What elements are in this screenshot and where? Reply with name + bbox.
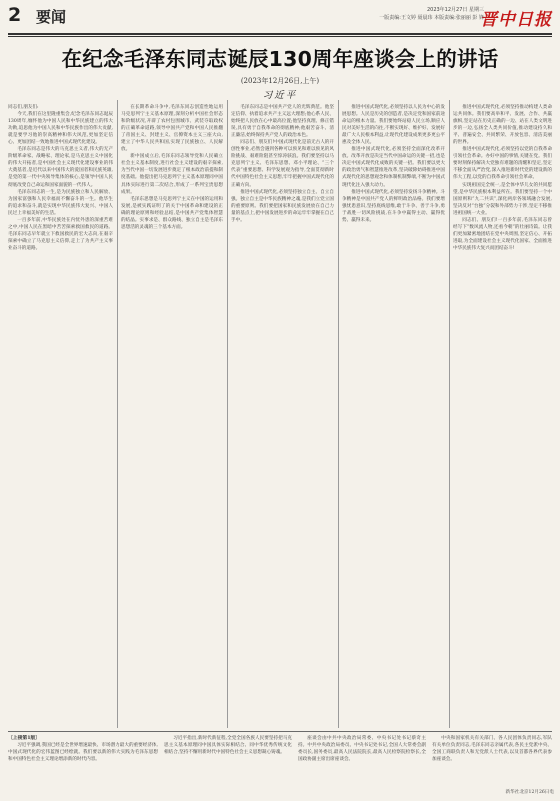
article-date: (2023年12月26日,上午) [240,77,320,85]
note-paragraph: 中央和国家机关有关部门、各人民团体负责同志,军队有关单位负责同志,毛泽东同志亲属代表,各民主党派中央、全国工商联负责人和无党派人士代表,以及首都各界代表参加座谈会。 [432,736,552,763]
issue-date: 2023年12月27日 星期三 [426,7,484,13]
article-paragraph: 一百多年前,中华民族处在内忧外患的深重苦难之中,中国人民在黑暗中苦苦探索救国救民的道路。毛泽东同志早年就立下救国救民的宏大志向,在艰辛探索中确立了马克思主义信仰,走上了为共产主义事业奋斗的道路。 [8,217,113,251]
page-number: 2 [8,4,23,26]
note-heading: 〔上接第1版〕 [8,735,41,741]
article-paragraph: 推进中国式现代化,必须坚持全面深化改革开放。改革开放是决定当代中国命运的关键一招,也是决定中国式现代化成败的关键一招。我们要以更大的政治勇气和智慧推进改革,坚决破除妨碍推进中国式现代化的思想观念和体制机制弊端,不断为中国式现代化注入强大动力。 [342,147,445,188]
note-column-2 [164,735,292,793]
header-rule-thick [8,33,552,35]
article-column-3 [231,104,334,726]
article-paragraph: 推进中国式现代化,必须坚持以人民为中心的发展思想。人民是历史的创造者,是决定党和国家前途命运的根本力量。我们要始终站稳人民立场,顺应人民对美好生活的向往,不断实现好、维护好、发展好最广大人民根本利益,让现代化建设成果更多更公平惠及全体人民。 [342,105,445,146]
article-paragraph: 推进中国式现代化,必须坚持独立自主、自立自强。独立自主是中华民族精神之魂,是我们立党立国的重要原则。我们要把国家和民族发展放在自己力量的基点上,把中国发展进步的命运牢牢掌握在自己手中。 [231,189,334,223]
article-paragraph: 毛泽东同志的一生,是为民族独立和人民解放、为国家富强和人民幸福而不懈奋斗的一生。他毕生的追求和奋斗,就是实现中华民族伟大复兴、中国人民过上幸福美好的生活。 [8,189,113,216]
masthead-logo: 晋中日报 [480,10,552,30]
article-paragraph: 实现祖国完全统一,是全体中华儿女的共同愿望,是中华民族根本利益所在。我们要坚持一个中国原则和“九二共识”,深化两岸各领域融合发展,坚决反对“台独”分裂和外部势力干涉,坚定不移推进祖国统一大业。 [453,182,552,216]
article-paragraph: 今天,我们在这里隆重集会,纪念毛泽东同志诞辰130周年,缅怀他为中国人民和中华民族建立的伟大功勋,追思他为中国人民和中华民族作出的伟大贡献,就是要学习他的崇高精神和伟大风范,更加坚定信心、更加团结一致地推进中国式现代化建设。 [8,112,113,146]
article-paragraph: 推进中国式现代化,必须坚持以党的自我革命引领社会革命。办好中国的事情,关键在党。我们要时刻保持解决大党独有难题的清醒和坚定,坚定不移全面从严治党,深入推进新时代党的建设新的伟大工程,以党的自我革命引领社会革命。 [453,147,552,181]
news-credit: 新华社北京12月26日电 [505,790,554,795]
article-column-1 [8,104,113,726]
article-paragraph: 推进中国式现代化,必须坚持推动构建人类命运共同体。我们要高举和平、发展、合作、共赢旗帜,坚定站在历史正确的一边、站在人类文明进步的一边,弘扬全人类共同价值,推动建设持久和平、普遍安全、共同繁荣、开放包容、清洁美丽的世界。 [453,105,552,146]
article-paragraph: 毛泽东同志是中国共产党人的光辉典范。他坚定信仰、执着追求共产主义远大理想;他心系人民、始终把人民放在心中最高位置;他坚持真理、修正错误,具有勇于自我革命的彻底精神;他艰苦奋斗、清正廉洁,始终保持共产党人的政治本色。 [231,105,334,139]
page-header [8,4,552,34]
header-info [379,6,484,22]
note-paragraph: 习近平强调,我国已经是全世界增速最快、市场潜力最大的重要经济体,中国式现代化的宏伟蓝图已经绘就。我们要以新的伟大实践为毛泽东思想和中国特色社会主义理论增添新的时代内容。 [8,743,158,763]
article-column-2 [121,104,223,726]
article-paragraph: 毛泽东思想是马克思列宁主义在中国的运用和发展,是被实践证明了的关于中国革命和建设的正确的理论原则和经验总结,是中国共产党集体智慧的结晶。实事求是、群众路线、独立自主是毛泽东思想活的灵魂的三个基本方面。 [121,196,223,230]
article-greeting: 同志们,朋友们: [8,105,39,110]
column-divider [117,100,118,728]
note-column-1 [8,735,158,793]
note-paragraph: 习近平指出,新时代新征程,全党全国各族人民要坚持把马克思主义基本原理同中国具体实际相结合、同中华优秀传统文化相结合,坚持不懈用新时代中国特色社会主义思想凝心铸魂。 [164,736,292,756]
article-author: 习近平 [262,90,298,101]
article-paragraph: 同志们、朋友们!中国式现代化是前无古人的开创性事业,必然会遇到各种可以预见和难以预见的风险挑战、艰难险阻甚至惊涛骇浪。我们要坚持以马克思列宁主义、毛泽东思想、邓小平理论、“三个代表”重要思想、科学发展观为指导,全面贯彻新时代中国特色社会主义思想,牢牢把握中国式现代化的正确方向。 [231,140,334,188]
column-divider [227,100,228,728]
column-divider [338,100,339,728]
article-title: 在纪念毛泽东同志诞辰130周年座谈会上的讲话 [61,47,499,71]
article-paragraph: 推进中国式现代化,必须坚持发扬斗争精神。斗争精神是中国共产党人的鲜明政治品格。我们要增强忧患意识,坚持底线思维,敢于斗争、善于斗争,勇于战胜一切风险挑战,在斗争中赢得主动、赢得优势、赢得未来。 [342,189,445,223]
article-paragraph: 在长期革命斗争中,毛泽东同志创造性地运用马克思列宁主义基本原理,深刻分析中国社会形态和阶级状况,开辟了农村包围城市、武装夺取政权的正确革命道路,领导中国共产党和中国人民推翻了帝国主义、封建主义、官僚资本主义三座大山,建立了中华人民共和国,实现了民族独立、人民解放。 [121,105,223,153]
note-column-4 [432,735,552,785]
article-column-4 [342,104,445,726]
column-divider [449,100,450,728]
note-column-3 [298,735,426,793]
article-column-5 [453,104,552,726]
article-paragraph: 新中国成立后,毛泽东同志领导党和人民确立社会主义基本制度,进行社会主义建设的艰辛探索,为当代中国一切发展进步奠定了根本政治前提和制度基础。他提出把马克思列宁主义基本原理同中国具体实际进行第二次结合,形成了一系列宝贵思想成果。 [121,154,223,195]
note-paragraph: 座谈会由中共中央政治局常委、中央书记处书记蔡奇主持。中共中央政治局委员、中央书记处书记,全国人大常委会副委员长,国务委员,最高人民法院院长,最高人民检察院检察长,全国政协副主席出席座谈会。 [298,736,426,763]
note-separator [8,731,552,732]
article-paragraph: 毛泽东同志是伟大的马克思主义者,伟大的无产阶级革命家、战略家、理论家,是马克思主义中国化的伟大开拓者,是中国社会主义现代化建设事业的伟大奠基者,是近代以来中国伟大的爱国者和民族英雄,是党的第一代中央领导集体的核心,是领导中国人民彻底改变自己命运和国家面貌的一代伟人。 [8,147,113,188]
article-paragraph: 同志们、朋友们!一百多年前,毛泽东同志曾经写下“数风流人物,还看今朝”的壮丽诗篇。让我们更加紧密地团结在党中央周围,坚定信心、开拓进取,为全面建设社会主义现代化国家、全面推进中华民族伟大复兴而团结奋斗! [453,217,552,251]
editors-line: 一版责编:王文婷 聂晨玮 本版责编:张丽丽 彭 锋 [379,15,484,21]
header-rule-thin [8,36,552,37]
section-title: 要闻 [36,8,67,26]
